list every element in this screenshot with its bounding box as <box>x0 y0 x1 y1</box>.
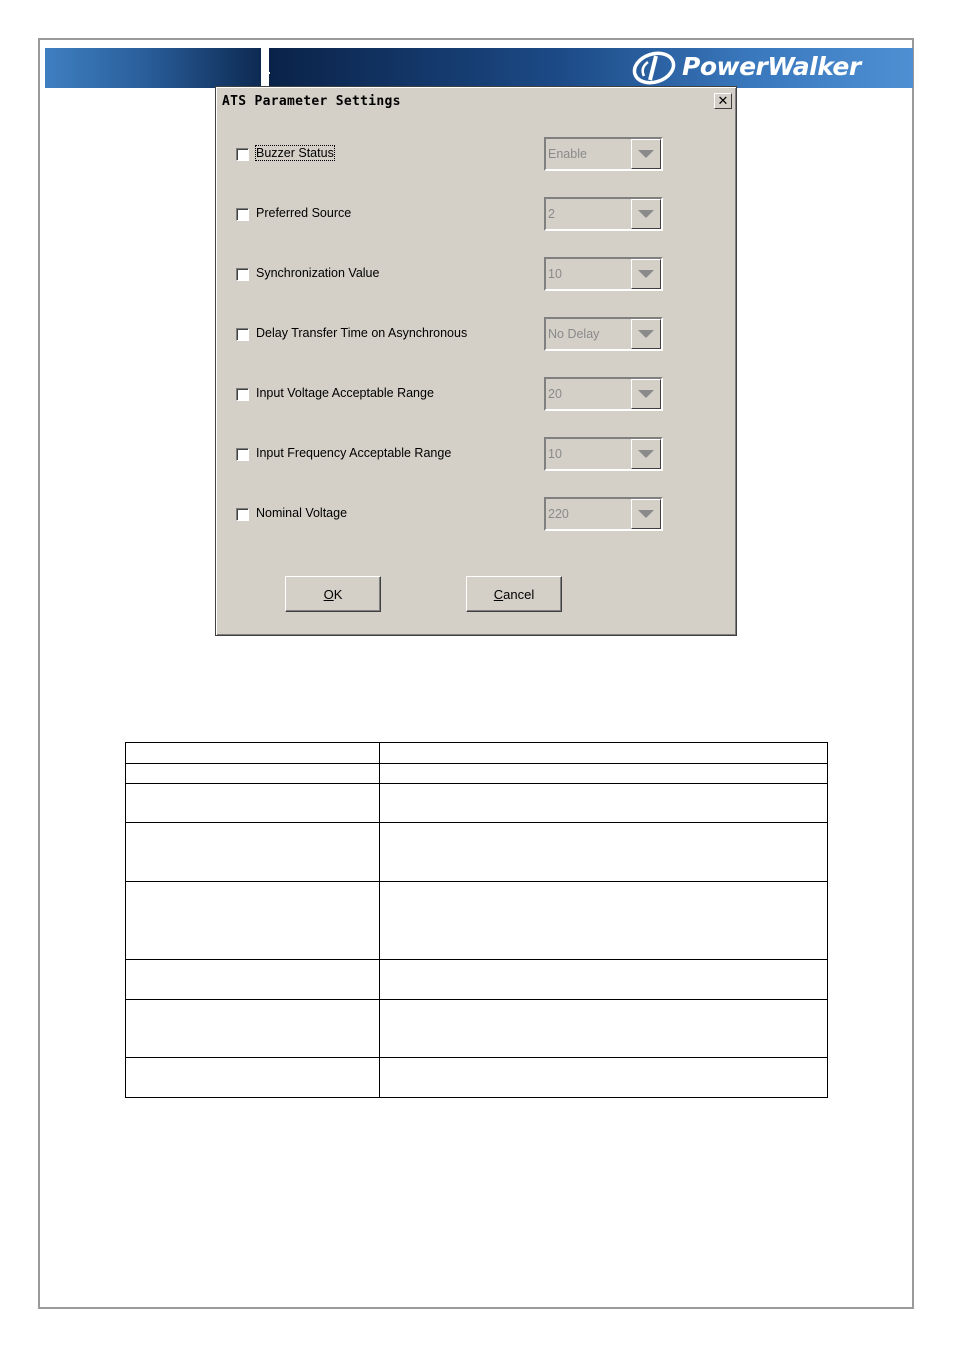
dialog-titlebar[interactable] <box>220 91 732 112</box>
buzzer-status-select[interactable] <box>544 137 663 171</box>
input-frequency-range-checkbox[interactable] <box>236 448 249 461</box>
ok-button-mnemonic: O <box>323 586 334 602</box>
buzzer-status-dropdown-button[interactable] <box>631 139 661 169</box>
nominal-voltage-label[interactable]: Nominal Voltage <box>256 506 348 520</box>
input-voltage-range-value: 20 <box>548 387 562 401</box>
setting-row-input-voltage-range <box>234 377 704 411</box>
input-frequency-range-label[interactable]: Input Frequency Acceptable Range <box>256 446 452 460</box>
header-banner-gap <box>261 48 269 88</box>
ok-button[interactable] <box>285 576 381 612</box>
table-cell <box>126 784 380 823</box>
delay-transfer-time-label[interactable]: Delay Transfer Time on Asynchronous <box>256 326 468 340</box>
chevron-down-icon <box>638 510 654 518</box>
table-row <box>126 743 828 764</box>
buzzer-status-label[interactable]: Buzzer Status <box>256 146 334 160</box>
preferred-source-label[interactable]: Preferred Source <box>256 206 352 220</box>
delay-transfer-time-value: No Delay <box>548 327 600 341</box>
table-row <box>126 882 828 960</box>
chevron-down-icon <box>638 390 654 398</box>
buzzer-status-value: Enable <box>548 147 587 161</box>
synchronization-value-select[interactable] <box>544 257 663 291</box>
dialog-title: ATS Parameter Settings <box>222 94 401 109</box>
ok-button-label: K <box>333 586 343 602</box>
preferred-source-value: 2 <box>548 207 555 221</box>
table-cell <box>126 1000 380 1058</box>
nominal-voltage-value: 220 <box>548 507 569 521</box>
table-cell <box>380 823 828 882</box>
setting-row-buzzer-status <box>234 137 704 171</box>
table-cell <box>380 764 828 784</box>
input-frequency-range-value: 10 <box>548 447 562 461</box>
preferred-source-checkbox[interactable] <box>236 208 249 221</box>
delay-transfer-time-checkbox[interactable] <box>236 328 249 341</box>
preferred-source-select[interactable] <box>544 197 663 231</box>
synchronization-value-value: 10 <box>548 267 562 281</box>
table-row <box>126 784 828 823</box>
table-cell <box>126 882 380 960</box>
input-voltage-range-label[interactable]: Input Voltage Acceptable Range <box>256 386 434 400</box>
chevron-down-icon <box>638 450 654 458</box>
table-row <box>126 1000 828 1058</box>
synchronization-value-dropdown-button[interactable] <box>631 259 661 289</box>
preferred-source-dropdown-button[interactable] <box>631 199 661 229</box>
table-row <box>126 960 828 1000</box>
table-cell <box>380 882 828 960</box>
setting-row-input-frequency-range <box>234 437 704 471</box>
close-button[interactable] <box>714 93 732 109</box>
table-cell <box>380 960 828 1000</box>
table-cell <box>126 823 380 882</box>
chevron-down-icon <box>638 330 654 338</box>
input-voltage-range-select[interactable] <box>544 377 663 411</box>
setting-row-synchronization-value <box>234 257 704 291</box>
table-cell <box>380 784 828 823</box>
ats-parameter-settings-dialog <box>215 86 737 636</box>
table-cell <box>126 960 380 1000</box>
chevron-down-icon <box>638 210 654 218</box>
table-cell <box>126 764 380 784</box>
brand-name: PowerWalker <box>682 52 861 81</box>
setting-row-delay-transfer-time <box>234 317 704 351</box>
setting-row-nominal-voltage <box>234 497 704 531</box>
close-icon: ✕ <box>717 93 729 109</box>
input-voltage-range-dropdown-button[interactable] <box>631 379 661 409</box>
cancel-button[interactable] <box>466 576 562 612</box>
buzzer-status-checkbox[interactable] <box>236 148 249 161</box>
header-banner-tick <box>264 72 270 74</box>
synchronization-value-checkbox[interactable] <box>236 268 249 281</box>
nominal-voltage-select[interactable] <box>544 497 663 531</box>
table-row <box>126 823 828 882</box>
input-voltage-range-checkbox[interactable] <box>236 388 249 401</box>
table-row <box>126 1058 828 1098</box>
chevron-down-icon <box>638 150 654 158</box>
input-frequency-range-dropdown-button[interactable] <box>631 439 661 469</box>
cancel-button-label: ancel <box>503 586 535 602</box>
nominal-voltage-checkbox[interactable] <box>236 508 249 521</box>
settings-description-table <box>125 742 828 1098</box>
table-cell <box>380 1000 828 1058</box>
table-row <box>126 764 828 784</box>
nominal-voltage-dropdown-button[interactable] <box>631 499 661 529</box>
table-cell <box>380 1058 828 1098</box>
chevron-down-icon <box>638 270 654 278</box>
setting-row-preferred-source <box>234 197 704 231</box>
synchronization-value-label[interactable]: Synchronization Value <box>256 266 380 280</box>
table-cell <box>126 743 380 764</box>
cancel-button-mnemonic: C <box>493 586 504 602</box>
delay-transfer-time-dropdown-button[interactable] <box>631 319 661 349</box>
input-frequency-range-select[interactable] <box>544 437 663 471</box>
table-cell <box>380 743 828 764</box>
table-cell <box>126 1058 380 1098</box>
delay-transfer-time-select[interactable] <box>544 317 663 351</box>
header-banner-left <box>45 48 261 88</box>
